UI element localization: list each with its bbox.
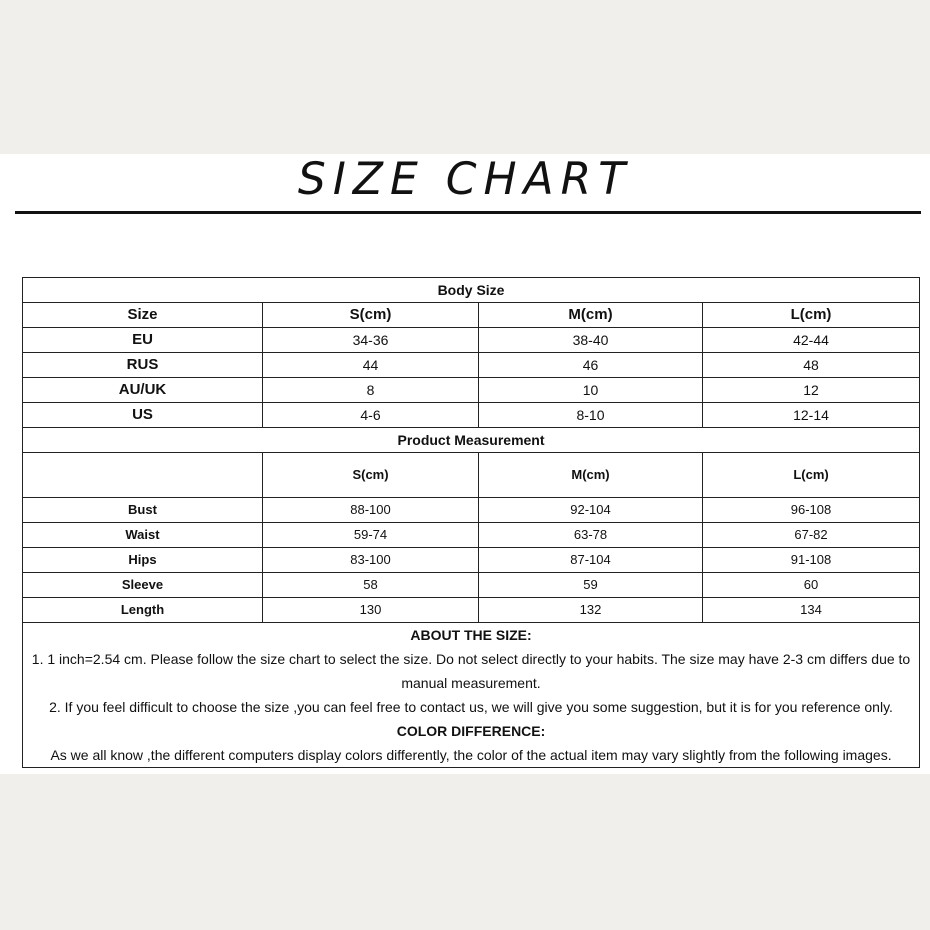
table-cell: 58	[263, 573, 479, 598]
table-cell: 67-82	[703, 523, 920, 548]
column-header: S(cm)	[263, 453, 479, 498]
column-header: M(cm)	[479, 303, 703, 328]
table-cell: 38-40	[479, 328, 703, 353]
size-chart-table	[22, 277, 920, 768]
table-cell: 48	[703, 353, 920, 378]
table-row	[23, 328, 920, 353]
title-underline	[15, 211, 921, 214]
table-cell: 10	[479, 378, 703, 403]
size-note-2: 2. If you feel difficult to choose the size ,you can feel free to contact us, we will give you some suggestion, but it is for you reference only.	[49, 699, 893, 715]
column-header: L(cm)	[703, 453, 920, 498]
table-cell: 91-108	[703, 548, 920, 573]
product-measurement-caption-row	[23, 428, 920, 453]
table-cell: 134	[703, 598, 920, 623]
table-row	[23, 573, 920, 598]
size-chart-sheet	[0, 154, 930, 774]
body-size-caption: Body Size	[23, 278, 920, 303]
table-cell: 12-14	[703, 403, 920, 428]
table-cell: 96-108	[703, 498, 920, 523]
table-cell: 42-44	[703, 328, 920, 353]
column-header	[23, 453, 263, 498]
notes-row	[23, 623, 920, 768]
row-label: RUS	[23, 353, 263, 378]
column-header: M(cm)	[479, 453, 703, 498]
size-notes	[23, 623, 920, 768]
table-cell: 59	[479, 573, 703, 598]
column-header: Size	[23, 303, 263, 328]
row-label: US	[23, 403, 263, 428]
table-cell: 12	[703, 378, 920, 403]
table-cell: 88-100	[263, 498, 479, 523]
table-row	[23, 378, 920, 403]
table-row	[23, 498, 920, 523]
table-row	[23, 403, 920, 428]
table-cell: 87-104	[479, 548, 703, 573]
table-cell: 46	[479, 353, 703, 378]
table-cell: 63-78	[479, 523, 703, 548]
product-measurement-caption: Product Measurement	[23, 428, 920, 453]
table-row	[23, 598, 920, 623]
row-label: Sleeve	[23, 573, 263, 598]
product-measurement-header-row	[23, 453, 920, 498]
table-cell: 132	[479, 598, 703, 623]
table-row	[23, 548, 920, 573]
table-row	[23, 353, 920, 378]
column-header: L(cm)	[703, 303, 920, 328]
row-label: EU	[23, 328, 263, 353]
row-label: Length	[23, 598, 263, 623]
table-cell: 83-100	[263, 548, 479, 573]
table-cell: 34-36	[263, 328, 479, 353]
row-label: Bust	[23, 498, 263, 523]
about-size-heading: ABOUT THE SIZE:	[410, 627, 532, 643]
color-difference-note: As we all know ,the different computers display colors differently, the color of the actual item may vary slightly from the following images.	[50, 747, 892, 763]
body-size-header-row	[23, 303, 920, 328]
column-header: S(cm)	[263, 303, 479, 328]
table-cell: 4-6	[263, 403, 479, 428]
row-label: AU/UK	[23, 378, 263, 403]
table-cell: 8-10	[479, 403, 703, 428]
table-cell: 8	[263, 378, 479, 403]
table-cell: 59-74	[263, 523, 479, 548]
color-difference-heading: COLOR DIFFERENCE:	[396, 723, 546, 739]
table-cell: 44	[263, 353, 479, 378]
row-label: Waist	[23, 523, 263, 548]
page-title: SIZE CHART	[297, 153, 633, 206]
table-row	[23, 523, 920, 548]
table-cell: 60	[703, 573, 920, 598]
body-size-caption-row	[23, 278, 920, 303]
size-note-1: 1. 1 inch=2.54 cm. Please follow the size chart to select the size. Do not select directly to your habits. The size may have 2-3 cm differs due to manual measurement.	[31, 651, 911, 691]
table-cell: 130	[263, 598, 479, 623]
row-label: Hips	[23, 548, 263, 573]
table-cell: 92-104	[479, 498, 703, 523]
